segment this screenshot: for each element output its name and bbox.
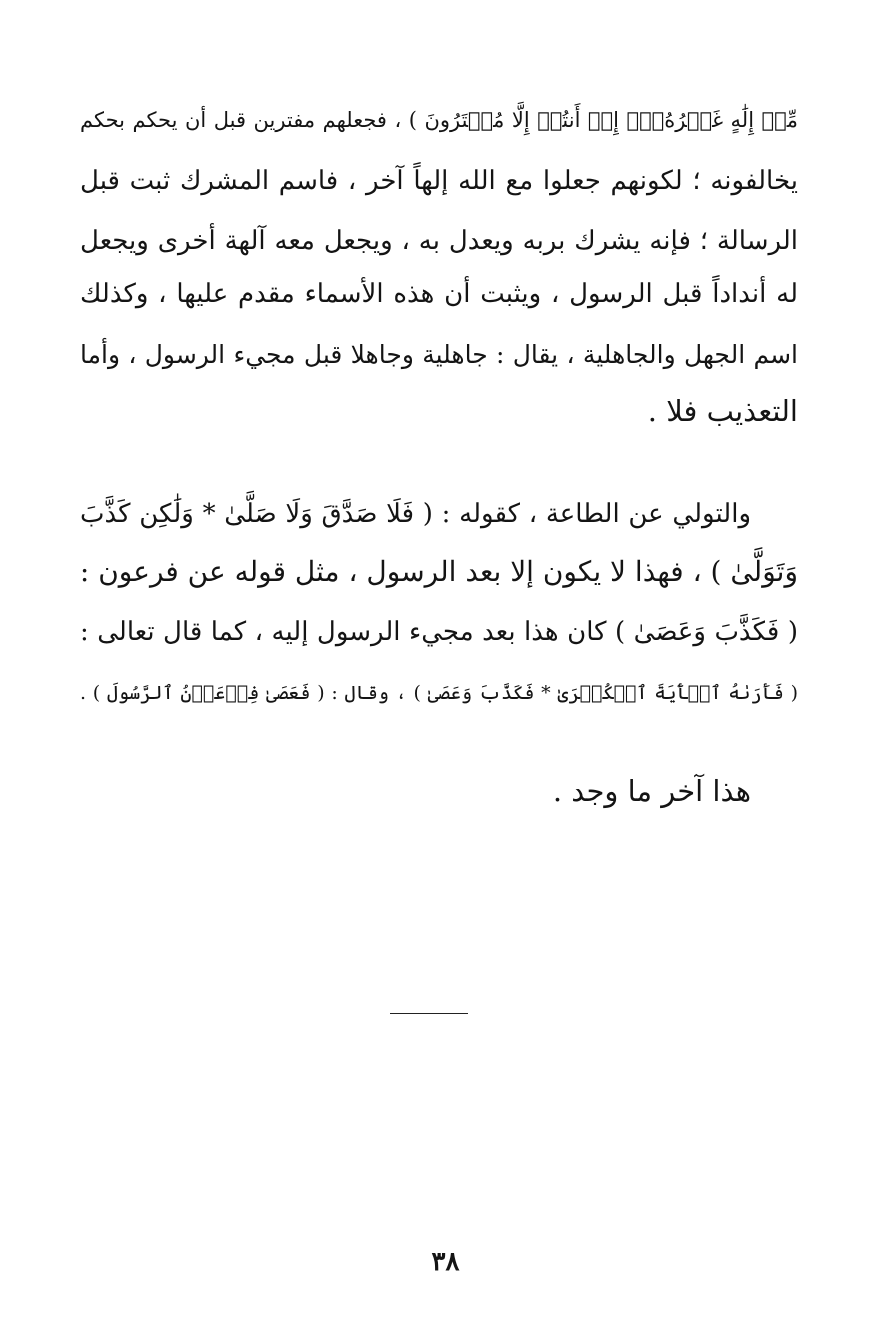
paragraph-1-line-6: التعذيب فلا . xyxy=(647,394,798,428)
paragraph-1-line-2: يخالفونه ؛ لكونهم جعلوا مع الله إلهاً آخر ، فاسم المشرك ثبت قبل xyxy=(80,166,798,196)
paragraph-2-line-1: والتولي عن الطاعة ، كقوله : ( فَلَا صَدَّقَ وَلَا صَلَّىٰ * وَلَٰكِن كَذَّبَ xyxy=(80,499,751,529)
paragraph-2-line-2: وَتَوَلَّىٰ ) ، فهذا لا يكون إلا بعد الرسول ، مثل قوله عن فرعون : xyxy=(79,555,798,588)
section-divider xyxy=(390,1013,468,1014)
page-number: ٣٨ xyxy=(431,1247,460,1277)
paragraph-2-line-3: ( فَكَذَّبَ وَعَصَىٰ ) كان هذا بعد مجيء الرسول إليه ، كما قال تعالى : xyxy=(80,617,798,647)
paragraph-1-line-4: له أنداداً قبل الرسول ، ويثبت أن هذه الأسماء مقدم عليها ، وكذلك xyxy=(80,279,798,309)
paragraph-2-line-4: ( فَأَرَىٰهُ ٱلۡأٓيَةَ ٱلۡكُبۡرَىٰ * فَكَذَّبَ وَعَصَىٰ ) ، وقال : ( فَعَصَىٰ فِرۡعَوۡنُ ٱلرَّسُولَ ) . xyxy=(80,682,798,704)
paragraph-1-line-5: اسم الجهل والجاهلية ، يقال : جاهلية وجاهلا قبل مجيء الرسول ، وأما xyxy=(80,340,798,369)
paragraph-1-line-1: مِّنۡ إِلَٰهٍ غَيۡرُهُۥٓۖ إِنۡ أَنتُمۡ إِلَّا مُفۡتَرُونَ ) ، فجعلهم مفترين قبل أن يحكم بحكم xyxy=(80,108,798,132)
paragraph-1-line-3: الرسالة ؛ فإنه يشرك بربه ويعدل به ، ويجعل معه آلهة أخرى ويجعل xyxy=(80,226,798,256)
closing-line: هذا آخر ما وجد . xyxy=(552,774,751,808)
